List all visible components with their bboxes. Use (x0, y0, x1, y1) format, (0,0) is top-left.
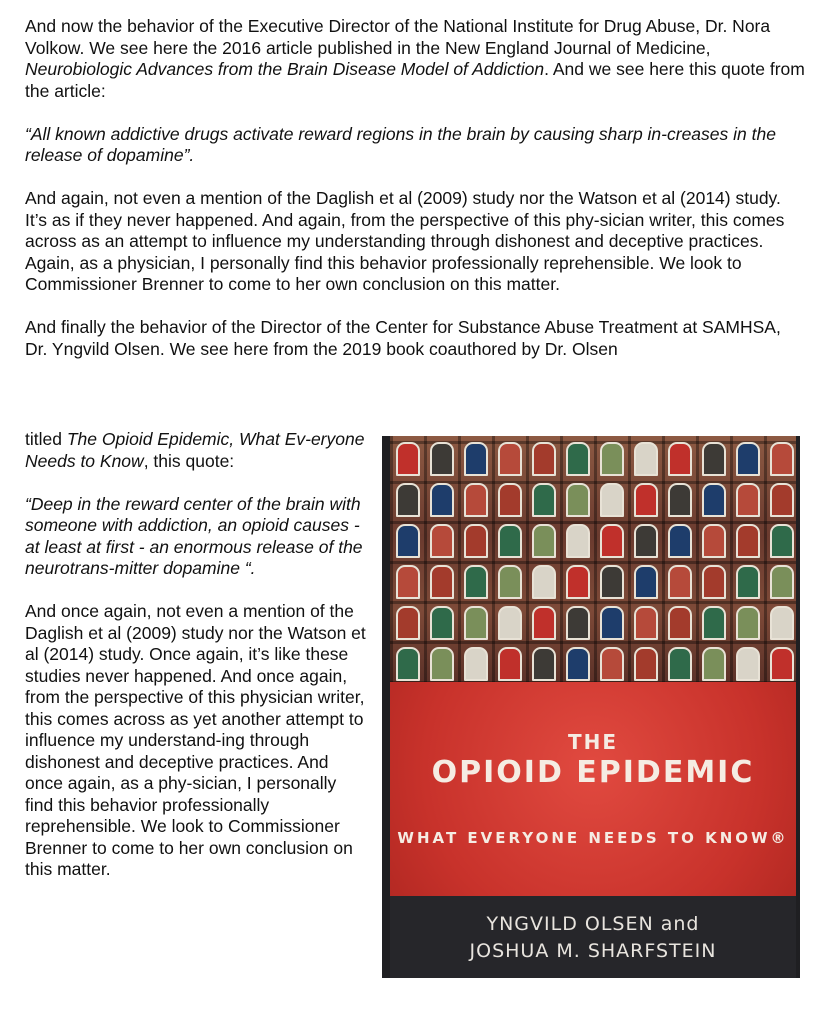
book-cover-photo (382, 436, 800, 978)
doors-illustration (390, 436, 796, 684)
door-icon (464, 606, 488, 640)
door-icon (668, 442, 692, 476)
door-icon (634, 442, 658, 476)
cover-the: THE (567, 730, 619, 754)
paragraph-olsen: And finally the behavior of the Director of the Center for Substance Abuse Treatment at SAMHSA, Dr. Yngvild Olsen. We see here from the 2019 book coauthored by Dr. Olsen (25, 317, 781, 359)
door-icon (668, 565, 692, 599)
door-icon (634, 524, 658, 558)
paragraph-text: And now the behavior of the Executive Director of the National Institute for Drug Abuse, Dr. Nora Volkow. We see here the 2016 article published in the New England Journal of Medicine, (25, 16, 771, 58)
door-icon (532, 442, 556, 476)
cover-red-panel (390, 682, 796, 896)
door-icon (600, 606, 624, 640)
document-body (25, 16, 805, 360)
door-icon (736, 524, 760, 558)
door-icon (532, 647, 556, 681)
door-icon (566, 647, 590, 681)
door-icon (702, 442, 726, 476)
door-icon (770, 483, 794, 517)
paragraph-book-title (25, 429, 367, 472)
door-icon (770, 442, 794, 476)
door-icon (498, 524, 522, 558)
quote-olsen: “Deep in the reward center of the brain with someone with addiction, an opioid causes - at least at first - an enormous release of the neurotrans-mitter dopamine “. (25, 493, 363, 578)
door-icon (498, 647, 522, 681)
door-icon (464, 565, 488, 599)
paragraph-again: And again, not even a mention of the Daglish et al (2009) study nor the Watson et al (2014) study. It’s as if they never happened. And again, from the perspective of this phy-sician writer, this comes across as an attempt to influence my understanding through dishonest and deceptive practices. Again, as a physician, I personally find this behavior professionally reprehensible. We look to Commissioner Brenner to come to her own conclusion on this matter. (25, 188, 785, 294)
door-icon (396, 606, 420, 640)
door-icon (566, 483, 590, 517)
door-icon (702, 483, 726, 517)
door-icon (702, 524, 726, 558)
door-icon (770, 606, 794, 640)
door-icon (498, 442, 522, 476)
door-icon (702, 647, 726, 681)
cover-authors (390, 896, 796, 978)
door-icon (464, 647, 488, 681)
door-icon (668, 647, 692, 681)
paragraph-text: , this quote: (143, 450, 235, 471)
door-icon (736, 565, 760, 599)
cover-title: OPIOID EPIDEMIC (431, 755, 755, 790)
door-icon (532, 524, 556, 558)
author-1: YNGVILD OLSEN and (486, 913, 700, 935)
door-icon (532, 606, 556, 640)
door-icon (600, 483, 624, 517)
door-icon (464, 483, 488, 517)
door-icon (770, 647, 794, 681)
door-icon (430, 565, 454, 599)
door-icon (702, 565, 726, 599)
door-icon (770, 565, 794, 599)
door-icon (532, 483, 556, 517)
door-icon (464, 524, 488, 558)
door-icon (566, 606, 590, 640)
door-icon (634, 483, 658, 517)
door-icon (736, 483, 760, 517)
paragraph-once-again: And once again, not even a mention of the Daglish et al (2009) study nor the Watson et al (2014) study. Once again, it’s like these studies never happened. And once again, from the perspective of this physician writer, this comes across as yet another attempt to influence my understand-ing through dishonest and deceptive practices. And once again, as a phy-sician, I personally find this behavior professionally reprehensible. We look to Commissioner Brenner to come to her own conclusion on this matter. (25, 601, 366, 879)
door-icon (668, 524, 692, 558)
paragraph-text: titled (25, 429, 67, 449)
door-icon (736, 606, 760, 640)
door-icon (396, 565, 420, 599)
door-icon (736, 647, 760, 681)
door-icon (430, 647, 454, 681)
door-icon (566, 442, 590, 476)
author-2: JOSHUA M. SHARFSTEIN (469, 940, 717, 962)
quote-volkow: “All known addictive drugs activate reward regions in the brain by causing sharp in-creases in the release of dopamine”. (25, 123, 776, 165)
door-icon (396, 647, 420, 681)
door-icon (498, 483, 522, 517)
door-icon (430, 483, 454, 517)
door-icon (770, 524, 794, 558)
door-icon (430, 524, 454, 558)
left-column (25, 429, 367, 902)
article-title: Neurobiologic Advances from the Brain Disease Model of Addiction (25, 59, 545, 79)
paragraph-text: . And we see here this quote from the article: (25, 59, 805, 101)
door-icon (498, 565, 522, 599)
door-icon (634, 565, 658, 599)
door-icon (600, 565, 624, 599)
door-icon (396, 442, 420, 476)
door-icon (430, 442, 454, 476)
door-icon (600, 442, 624, 476)
door-icon (464, 442, 488, 476)
cover-subtitle: WHAT EVERYONE NEEDS TO KNOW® (397, 829, 789, 847)
door-icon (532, 565, 556, 599)
door-icon (668, 483, 692, 517)
door-icon (396, 524, 420, 558)
door-icon (634, 647, 658, 681)
door-icon (566, 524, 590, 558)
book-title: The Opioid Epidemic, What Ev-eryone Needs to Know (25, 429, 365, 471)
door-icon (396, 483, 420, 517)
door-icon (634, 606, 658, 640)
door-icon (600, 647, 624, 681)
door-icon (702, 606, 726, 640)
door-icon (498, 606, 522, 640)
door-icon (600, 524, 624, 558)
door-icon (668, 606, 692, 640)
paragraph-volkow (25, 16, 805, 102)
door-icon (736, 442, 760, 476)
door-icon (430, 606, 454, 640)
door-icon (566, 565, 590, 599)
